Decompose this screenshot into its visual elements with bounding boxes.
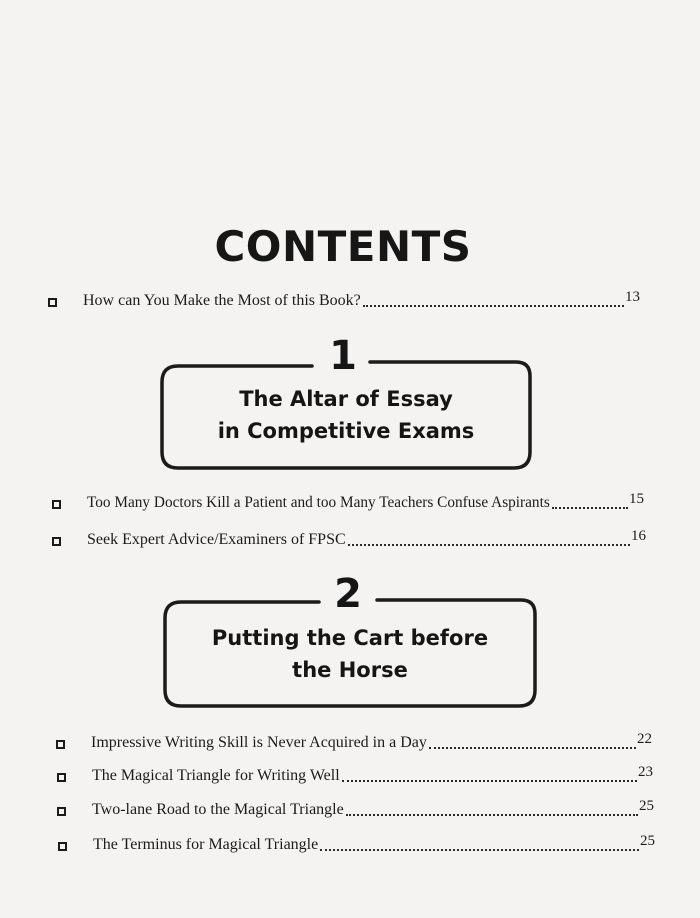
entry-page-number: 13 [625, 289, 640, 305]
entry-title: How can You Make the Most of this Book? [83, 292, 361, 309]
dot-leader [320, 841, 639, 851]
page-title: CONTENTS [214, 222, 472, 271]
dot-leader [346, 806, 638, 816]
dot-leader [342, 772, 637, 782]
entry-page-number: 25 [639, 798, 654, 814]
toc-entry[interactable] [58, 833, 655, 855]
checkbox-bullet-icon [52, 537, 61, 546]
entry-title: The Terminus for Magical Triangle [93, 836, 319, 853]
entry-title: Too Many Doctors Kill a Patient and too Many Teachers Confuse Aspirants [87, 494, 550, 511]
entry-page-number: 16 [631, 528, 646, 544]
chapter-number: 2 [334, 571, 362, 617]
entry-title: Impressive Writing Skill is Never Acquired in a Day [91, 734, 427, 751]
chapter-title-line-1: Putting the Cart before [211, 626, 489, 650]
chapter-2-banner [163, 572, 537, 710]
chapter-title-line-1: The Altar of Essay [239, 387, 453, 411]
toc-entry[interactable] [57, 798, 654, 820]
toc-entry[interactable] [52, 491, 644, 513]
checkbox-bullet-icon [56, 740, 65, 749]
entry-page-number: 22 [637, 731, 652, 747]
entry-title: Seek Expert Advice/Examiners of FPSC [87, 531, 346, 548]
toc-entry[interactable] [56, 731, 652, 753]
checkbox-bullet-icon [58, 842, 67, 851]
chapter-title-line-2: the Horse [292, 658, 408, 682]
chapter-1-banner [160, 334, 532, 470]
dot-leader [348, 536, 630, 546]
checkbox-bullet-icon [57, 807, 66, 816]
entry-page-number: 23 [638, 764, 653, 780]
checkbox-bullet-icon [52, 500, 61, 509]
chapter-title-line-2: in Competitive Exams [217, 419, 475, 443]
toc-entry[interactable] [57, 764, 653, 786]
entry-page-number: 25 [640, 833, 655, 849]
entry-page-number: 15 [629, 491, 644, 507]
dot-leader [552, 499, 628, 509]
dot-leader [429, 739, 636, 749]
toc-entry[interactable] [52, 528, 646, 550]
dot-leader [363, 297, 624, 307]
entry-title: The Magical Triangle for Writing Well [92, 767, 340, 784]
checkbox-bullet-icon [57, 773, 66, 782]
toc-entry[interactable] [48, 289, 640, 311]
entry-title: Two-lane Road to the Magical Triangle [92, 801, 344, 818]
chapter-number: 1 [329, 333, 357, 379]
checkbox-bullet-icon [48, 298, 57, 307]
